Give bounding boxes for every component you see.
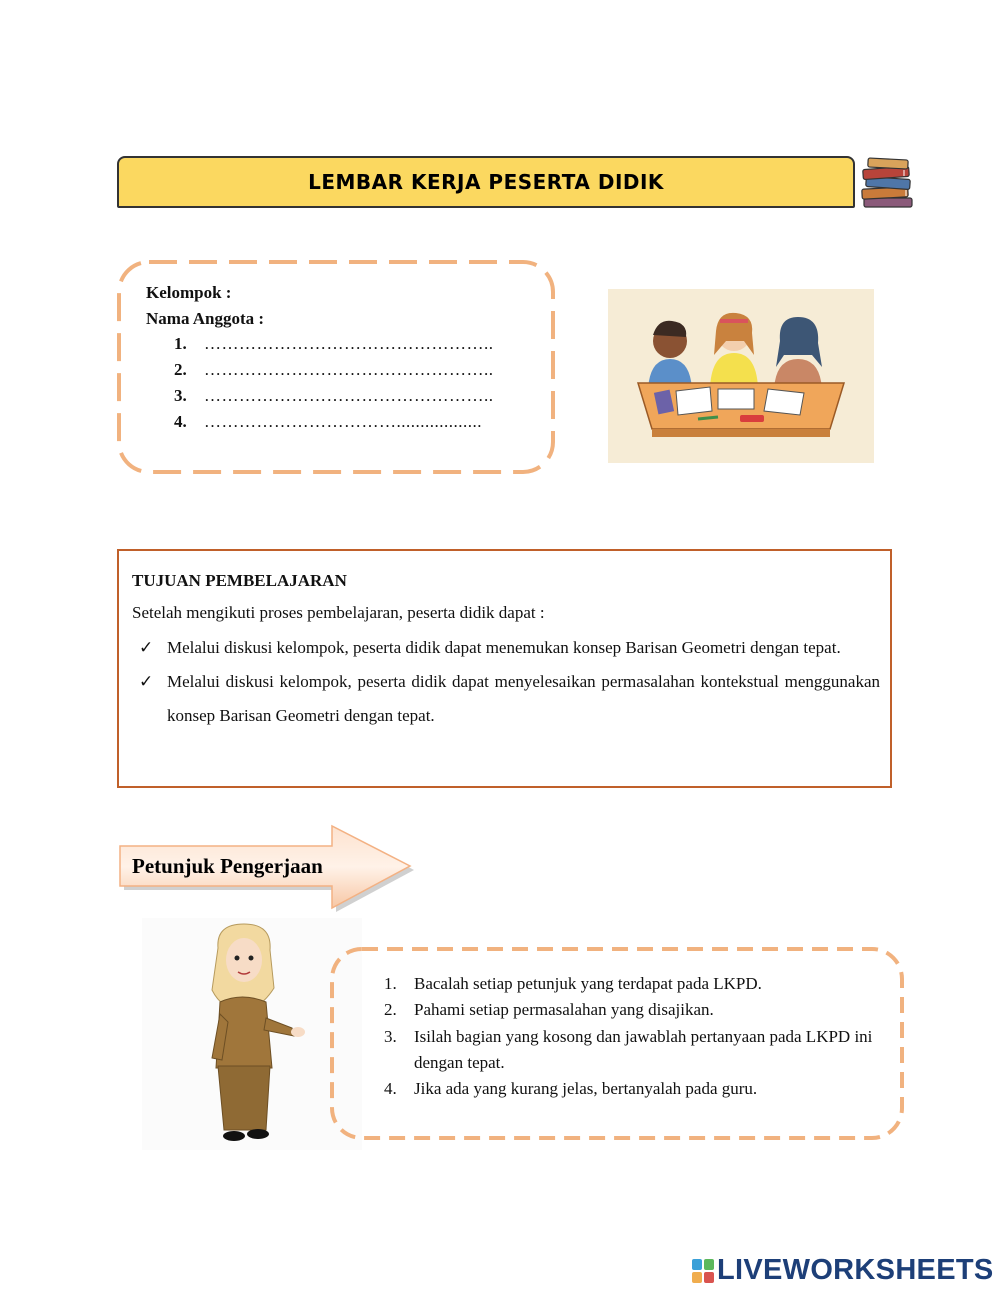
instruction-number: 3. — [384, 1026, 397, 1046]
member-blank[interactable]: ………………………………………….. — [204, 334, 494, 354]
list-item — [384, 1076, 884, 1102]
member-blank[interactable]: …………………………….................. — [204, 411, 482, 431]
students-discussion-illustration — [608, 289, 874, 463]
nama-anggota-label: Nama Anggota : — [146, 308, 265, 328]
learning-objectives-intro: Setelah mengikuti proses pembelajaran, peserta didik dapat : — [132, 603, 545, 622]
learning-objectives-box — [117, 549, 892, 788]
liveworksheets-badge-icon — [692, 1259, 714, 1283]
instruction-text: Jika ada yang kurang jelas, bertanyalah pada guru. — [414, 1079, 758, 1099]
instruction-text: Bacalah setiap petunjuk yang terdapat pada LKPD. — [414, 974, 762, 993]
objective-text: Melalui diskusi kelompok, peserta didik dapat menemukan konsep Barisan Geometri dengan tepat. — [167, 638, 841, 657]
list-item — [384, 1024, 884, 1077]
title-banner — [117, 156, 855, 208]
checkmark-icon: ✓ — [139, 638, 154, 657]
instructions-list — [384, 971, 884, 1102]
list-item — [384, 971, 884, 997]
objective-text: Melalui diskusi kelompok, peserta didik dapat menyelesaikan permasalahan kontekstual menggunakan konsep Barisan Geometri dengan tepat. — [167, 672, 880, 725]
list-item — [132, 665, 880, 733]
member-number: 2. — [174, 360, 187, 380]
liveworksheets-logo[interactable] — [692, 1254, 994, 1287]
books-icon — [858, 154, 918, 210]
list-item — [132, 631, 880, 665]
member-blank[interactable]: ………………………………………….. — [204, 360, 494, 380]
learning-objectives-title: TUJUAN PEMBELAJARAN — [132, 571, 347, 590]
group-info — [146, 280, 546, 434]
member-row[interactable] — [146, 383, 546, 409]
instruction-number: 2. — [384, 1000, 397, 1020]
member-row[interactable] — [146, 331, 546, 357]
checkmark-icon: ✓ — [139, 672, 154, 691]
member-number: 1. — [174, 334, 187, 354]
member-number: 3. — [174, 385, 187, 405]
brand-name: LIVEWORKSHEETS — [717, 1254, 994, 1286]
instruction-number: 4. — [384, 1079, 397, 1099]
page-title: LEMBAR KERJA PESERTA DIDIK — [308, 170, 664, 194]
member-number: 4. — [174, 411, 187, 431]
list-item — [384, 997, 884, 1023]
learning-objectives-list — [132, 631, 880, 733]
instruction-text: Pahami setiap permasalahan yang disajikan. — [414, 1000, 714, 1020]
member-row[interactable] — [146, 409, 546, 435]
member-blank[interactable]: ………………………………………….. — [204, 385, 494, 405]
instruction-number: 1. — [384, 974, 397, 993]
kelompok-label: Kelompok : — [146, 283, 232, 302]
instructions-heading: Petunjuk Pengerjaan — [132, 854, 323, 878]
member-row[interactable] — [146, 357, 546, 383]
instruction-text: Isilah bagian yang kosong dan jawablah pertanyaan pada LKPD ini dengan tepat. — [414, 1026, 873, 1072]
